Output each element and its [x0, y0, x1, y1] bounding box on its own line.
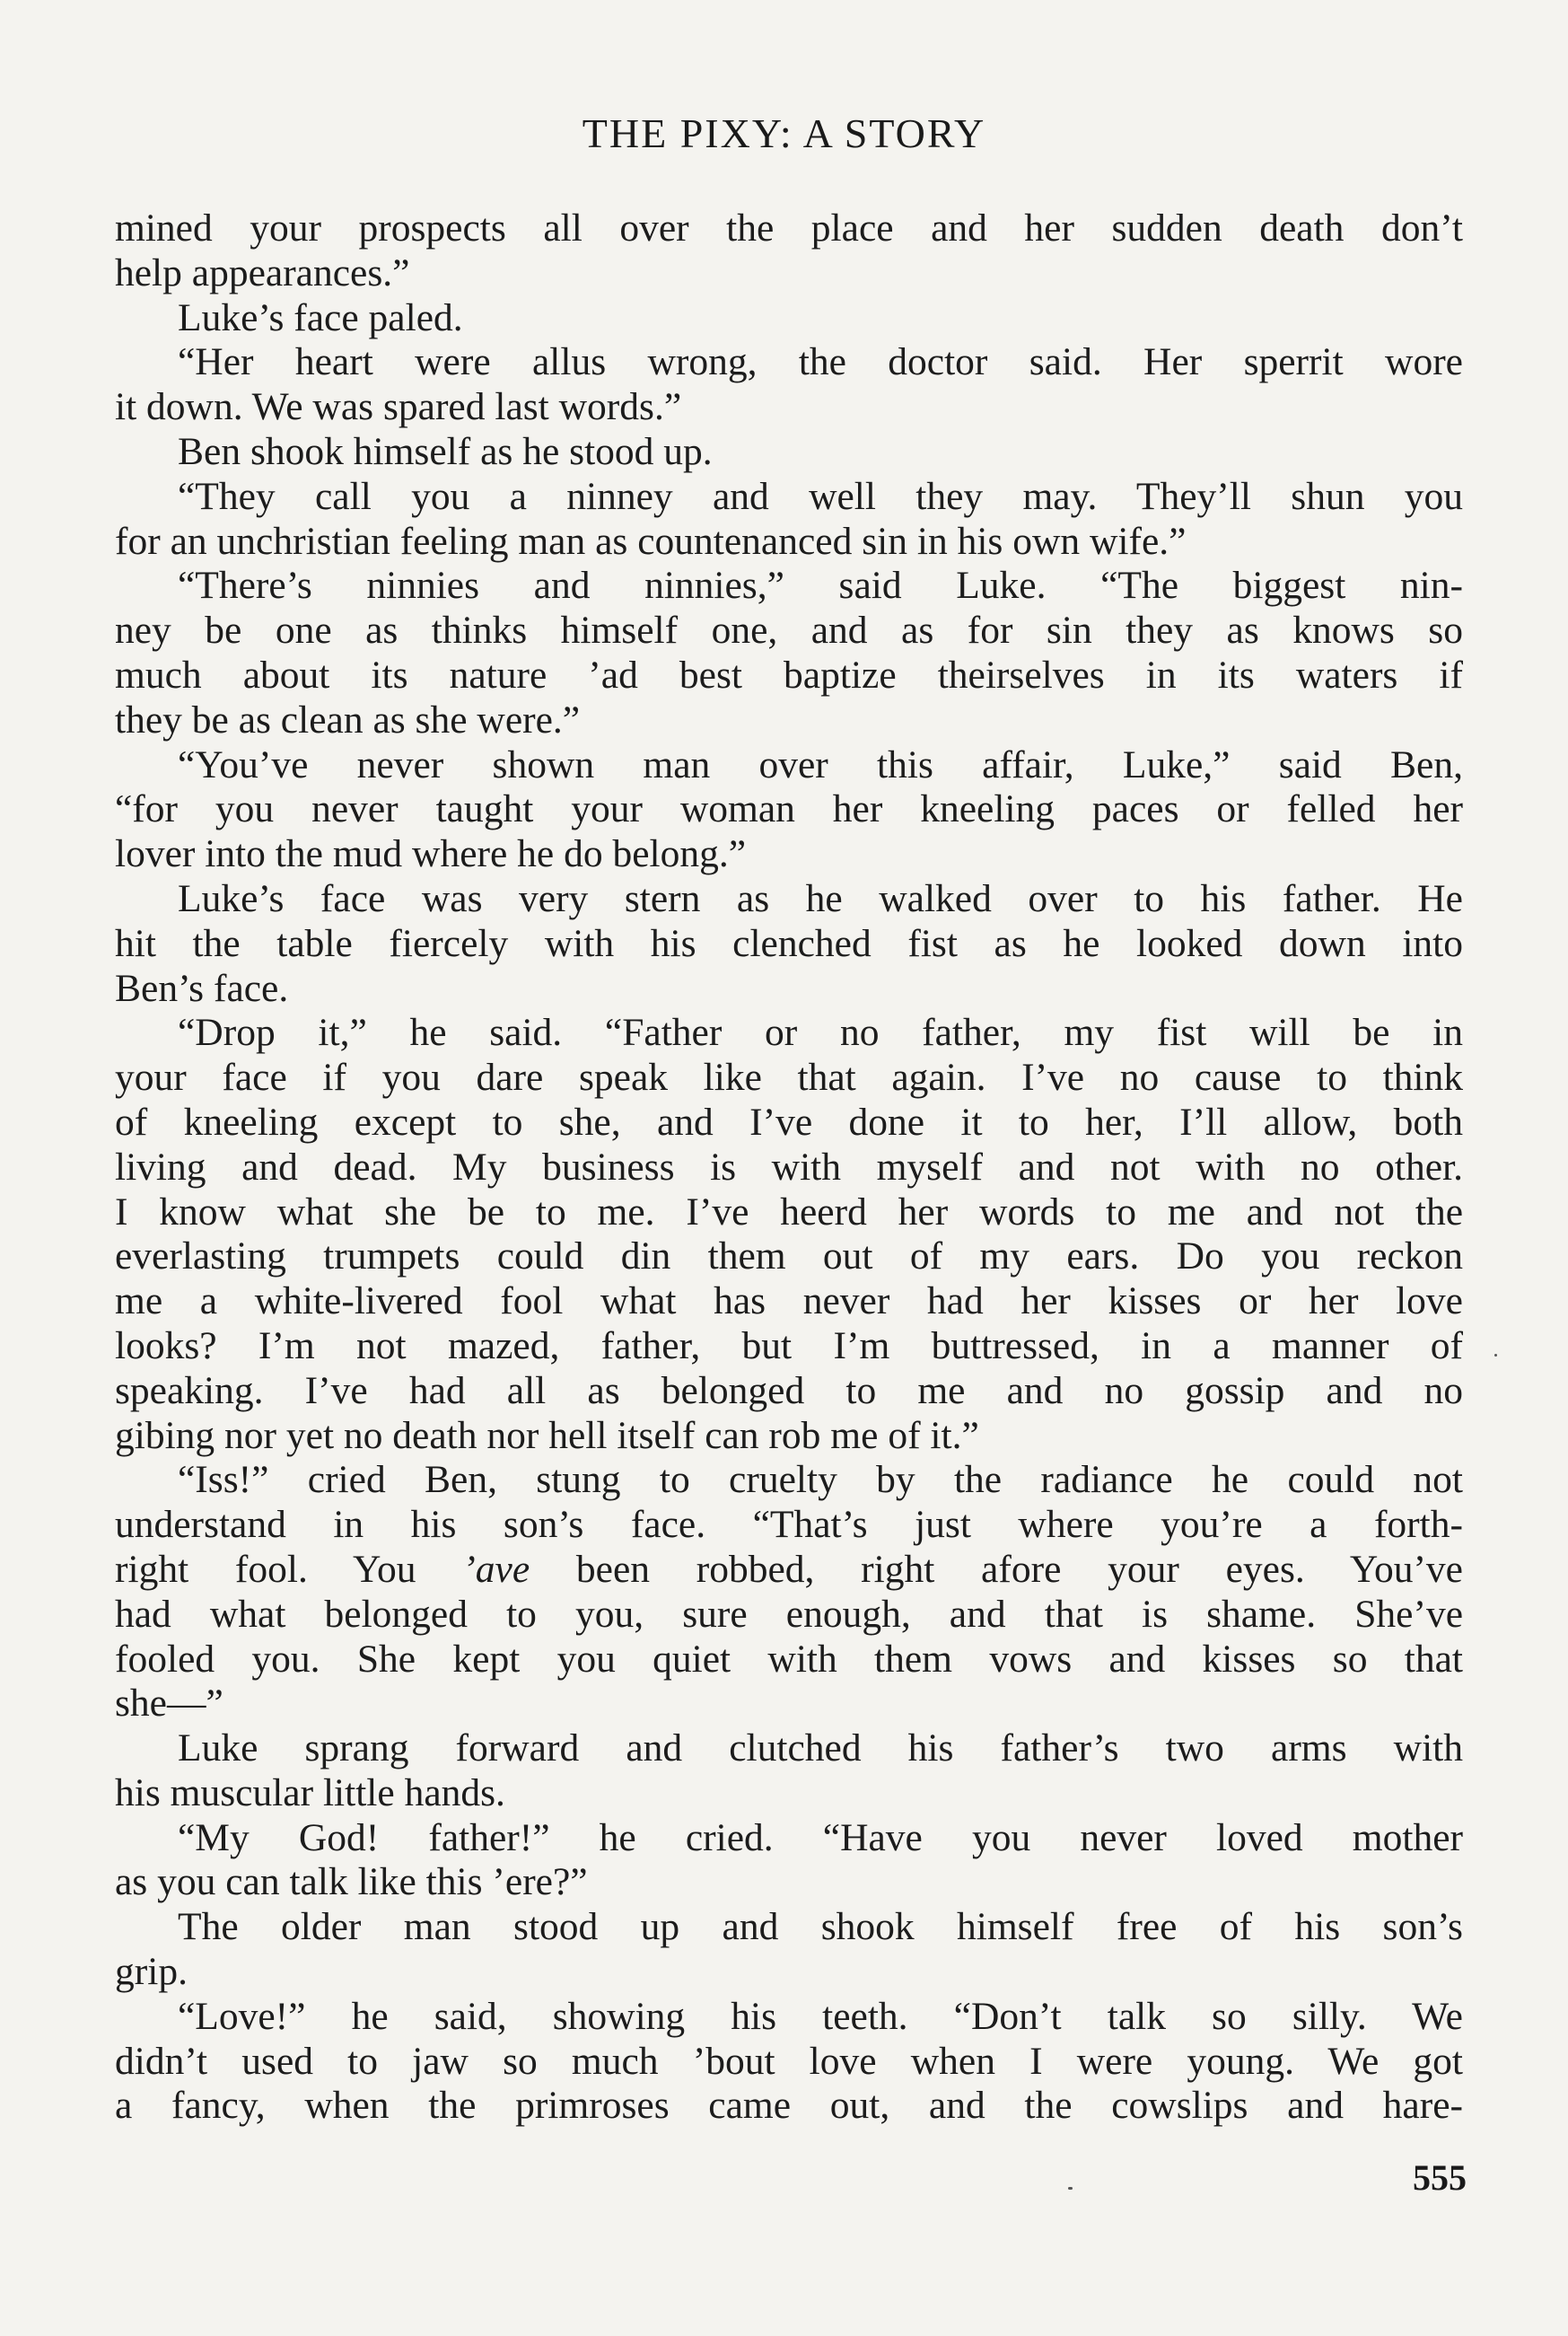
text-line: much about its nature ’ad best baptize theirselves in its waters if: [115, 653, 1463, 697]
text-line: Luke’s face was very stern as he walked over to his father. He: [178, 876, 1463, 920]
text-line: lover into the mud where he do belong.”: [115, 832, 747, 876]
text-line: for an unchristian feeling man as countenanced sin in his own wife.”: [115, 519, 1187, 563]
text-line: hit the table fiercely with his clenched fist as he looked down into: [115, 921, 1463, 965]
text-line: grip.: [115, 1950, 188, 1994]
text-line: “Love!” he said, showing his teeth. “Don’t talk so silly. We: [178, 1994, 1463, 2038]
body-text: [115, 206, 1463, 2129]
text-line: living and dead. My business is with myself and not with no other.: [115, 1145, 1463, 1189]
text-line: understand in his son’s face. “That’s just where you’re a forth-: [115, 1503, 1463, 1547]
text-line: ney be one as thinks himself one, and as for sin they as knows so: [115, 609, 1463, 653]
text-line: “There’s ninnies and ninnies,” said Luke. “The biggest nin-: [178, 564, 1463, 608]
text-line: right fool. You ’ave been robbed, right afore your eyes. You’ve: [115, 1547, 1463, 1591]
text-line: had what belonged to you, sure enough, and that is shame. She’ve: [115, 1592, 1463, 1636]
text-line: me a white-livered fool what has never had her kisses or her love: [115, 1279, 1463, 1323]
text-line: “Drop it,” he said. “Father or no father, my fist will be in: [178, 1011, 1463, 1055]
text-line: Luke sprang forward and clutched his father’s two arms with: [178, 1726, 1463, 1770]
text-line: mined your prospects all over the place and her sudden death don’t: [115, 206, 1463, 250]
text-line: gibing nor yet no death nor hell itself can rob me of it.”: [115, 1413, 979, 1457]
text-line: a fancy, when the primroses came out, and the cowslips and hare-: [115, 2084, 1463, 2128]
text-line: they be as clean as she were.”: [115, 698, 581, 742]
text-line: “Her heart were allus wrong, the doctor said. Her sperrit wore: [178, 340, 1463, 384]
text-line: didn’t used to jaw so much ’bout love when I were young. We got: [115, 2039, 1463, 2083]
text-line: The older man stood up and shook himself free of his son’s: [178, 1905, 1463, 1949]
text-line: “They call you a ninney and well they may. They’ll shun you: [178, 474, 1463, 518]
text-line: everlasting trumpets could din them out of my ears. Do you reckon: [115, 1234, 1463, 1278]
text-line: looks? I’m not mazed, father, but I’m buttressed, in a manner of: [115, 1323, 1463, 1367]
print-speck: [1068, 2187, 1073, 2190]
page-number: 555: [1413, 2157, 1467, 2198]
text-line: as you can talk like this ’ere?”: [115, 1860, 588, 1904]
text-line: of kneeling except to she, and I’ve done it to her, I’ll allow, both: [115, 1100, 1463, 1144]
text-line: “You’ve never shown man over this affair, Luke,” said Ben,: [178, 742, 1463, 786]
text-line: it down. We was spared last words.”: [115, 385, 682, 429]
running-head-title: THE PIXY: A STORY: [582, 110, 986, 156]
print-speck: [1494, 1354, 1497, 1357]
text-line: I know what she be to me. I’ve heerd her words to me and not the: [115, 1190, 1463, 1234]
text-line: “for you never taught your woman her kneeling paces or felled her: [115, 787, 1463, 831]
text-line: “My God! father!” he cried. “Have you never loved mother: [178, 1815, 1463, 1859]
text-line: speaking. I’ve had all as belonged to me and no gossip and no: [115, 1368, 1463, 1412]
text-line: she—”: [115, 1682, 223, 1726]
text-line: help appearances.”: [115, 250, 410, 294]
text-line: Luke’s face paled.: [178, 295, 463, 339]
text-line: your face if you dare speak like that again. I’ve no cause to think: [115, 1056, 1463, 1100]
text-line: Ben’s face.: [115, 966, 289, 1010]
text-line: his muscular little hands.: [115, 1770, 505, 1814]
text-line: fooled you. She kept you quiet with them vows and kisses so that: [115, 1637, 1463, 1681]
text-line: Ben shook himself as he stood up.: [178, 429, 713, 473]
text-line: “Iss!” cried Ben, stung to cruelty by the radiance he could not: [178, 1458, 1463, 1502]
